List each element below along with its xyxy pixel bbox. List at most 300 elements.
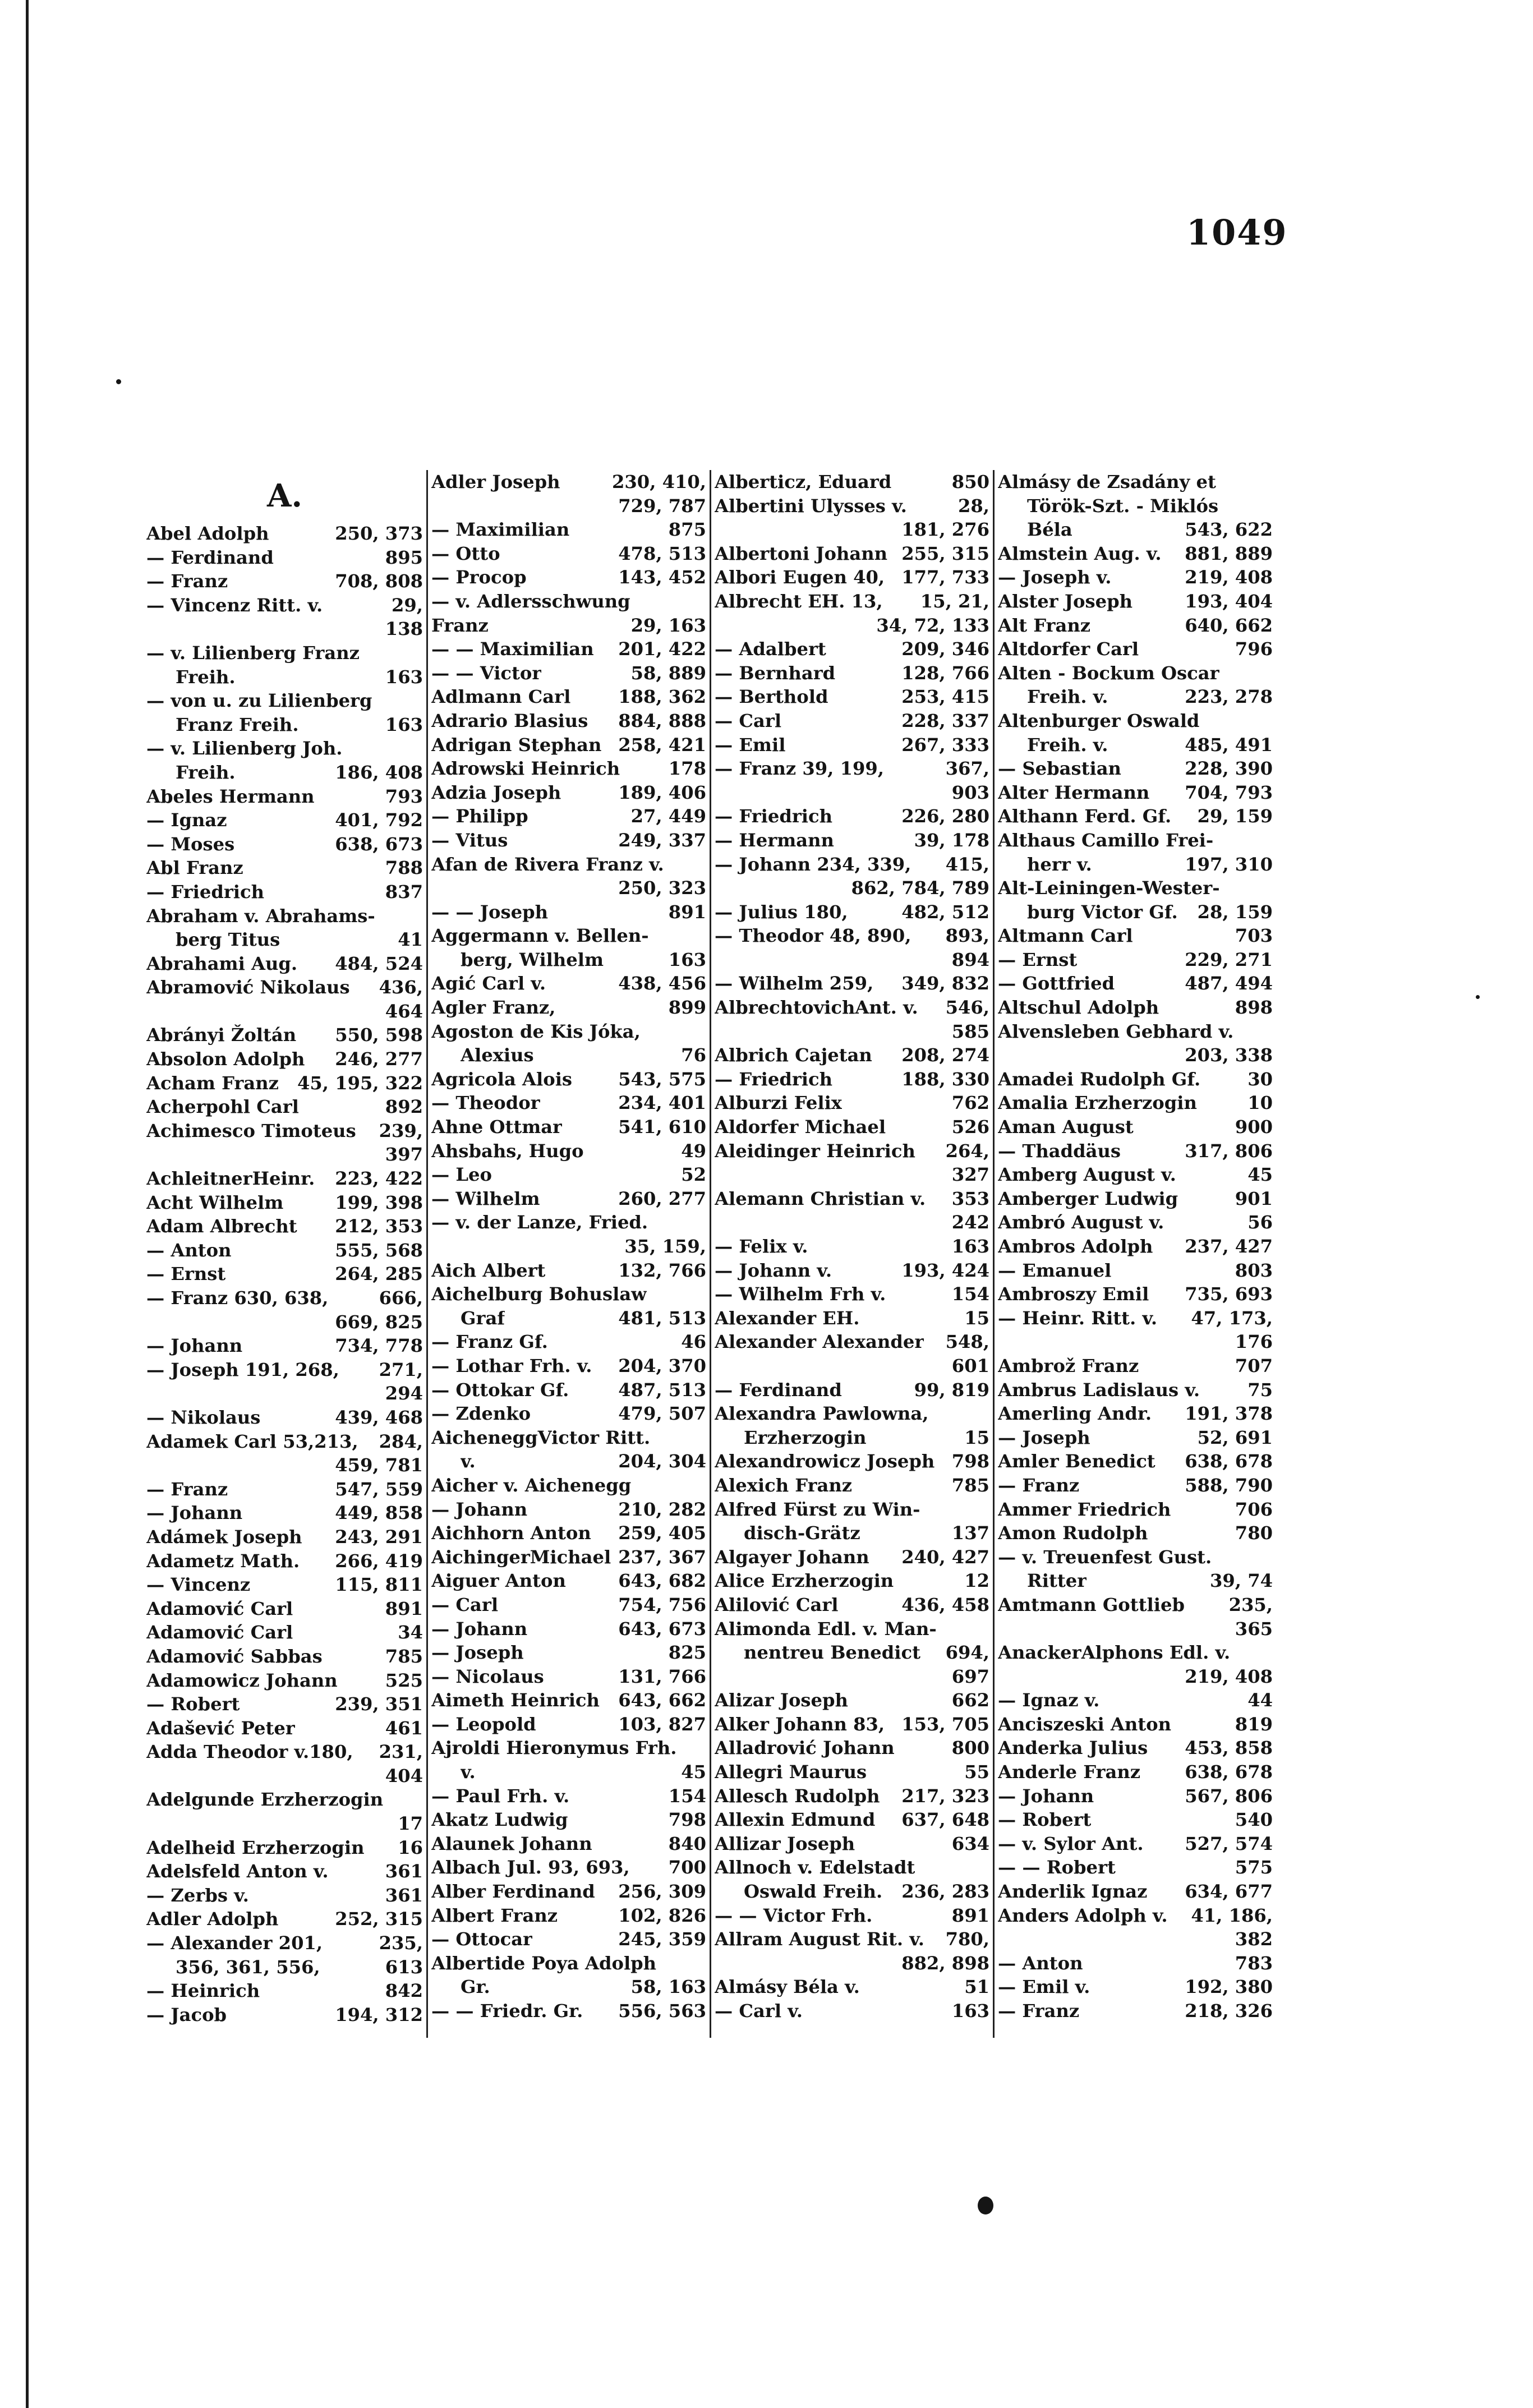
entry-name: Allnoch v. Edelstadt — [715, 1857, 915, 1878]
index-entry — [431, 972, 706, 996]
entry-pages: 637, 648 — [901, 1809, 989, 1831]
entry-pages: 201, 422 — [618, 638, 706, 660]
entry-pages — [703, 1736, 706, 1760]
index-entry — [431, 1163, 706, 1187]
entry-pages: 541, 610 — [618, 1116, 706, 1138]
entry-name: — Jacob — [146, 2004, 227, 2025]
entry-name: Ambrož Franz — [998, 1355, 1139, 1376]
entry-pages — [703, 590, 706, 614]
entry-name: Graf — [461, 1307, 505, 1329]
index-entry — [431, 1282, 706, 1306]
entry-name: Albrecht EH. 13, — [715, 590, 883, 612]
entry-name: — Nicolaus — [431, 1665, 544, 1687]
index-entry — [431, 1067, 706, 1092]
entry-name: Albori Eugen 40, — [715, 567, 885, 588]
index-entry — [146, 785, 423, 809]
index-entry — [715, 1569, 989, 1593]
entry-name: — — Robert — [998, 1857, 1116, 1878]
entry-pages: 793 — [385, 785, 423, 807]
index-entry — [998, 804, 1273, 828]
index-column-4 — [993, 470, 1276, 2038]
entry-name: — Carl v. — [715, 2000, 803, 2022]
entry-pages: 547, 559 — [335, 1478, 423, 1500]
entry-pages: 217, 323 — [901, 1785, 989, 1807]
entry-pages: 204, 370 — [618, 1355, 706, 1376]
entry-pages: 707 — [1235, 1355, 1273, 1376]
index-entry — [715, 1880, 989, 1904]
index-entry — [715, 590, 989, 614]
entry-pages: 204, 304 — [618, 1451, 706, 1472]
index-entry — [998, 1760, 1273, 1784]
entry-pages: 800 — [951, 1737, 989, 1759]
entry-pages: 884, 888 — [618, 710, 706, 731]
entry-name: — Vitus — [431, 829, 508, 851]
index-entry — [715, 1545, 989, 1569]
entry-name: Ammer Friedrich — [998, 1498, 1171, 1520]
index-entry — [146, 1262, 423, 1286]
index-entry — [998, 1306, 1273, 1330]
entry-name: Aichhorn Anton — [431, 1522, 591, 1544]
entry-name: — Procop — [431, 567, 527, 588]
index-entry — [431, 1498, 706, 1522]
entry-pages: 266, 419 — [335, 1550, 423, 1572]
entry-pages: 49 — [681, 1140, 706, 1162]
index-entry — [715, 1378, 989, 1402]
entry-name: — Franz — [998, 2000, 1080, 2022]
entry-name: — v. Adlersschwung — [431, 590, 630, 612]
entry-pages: 762 — [951, 1092, 989, 1114]
index-entry — [146, 1597, 423, 1621]
entry-pages — [1269, 876, 1273, 900]
index-entry — [715, 1927, 989, 1951]
index-entry — [431, 1904, 706, 1928]
entry-pages — [420, 689, 423, 713]
entry-pages: 16 — [398, 1836, 423, 1858]
index-entry — [146, 1167, 423, 1191]
index-entry — [431, 1808, 706, 1832]
entry-pages — [1269, 1641, 1273, 1665]
entry-pages: 163 — [385, 713, 423, 735]
entry-name: — Johann — [146, 1502, 243, 1524]
index-entry — [431, 1402, 706, 1426]
entry-pages: 223, 422 — [335, 1168, 423, 1190]
index-entry — [146, 1669, 423, 1693]
index-entry — [146, 1023, 423, 1047]
entry-name: Aich Albert — [431, 1259, 546, 1281]
entry-name: Alber Ferdinand — [431, 1881, 595, 1903]
entry-pages: 540 — [1235, 1809, 1273, 1831]
index-entry — [431, 900, 706, 924]
index-entry — [146, 1095, 423, 1119]
entry-name: Alburzi Felix — [715, 1092, 842, 1114]
entry-name: — Theodor 48, 890, — [715, 925, 911, 947]
entry-pages: 894 — [951, 949, 989, 970]
index-entry — [715, 996, 989, 1020]
index-entry — [715, 1402, 989, 1426]
entry-pages: 780, — [945, 1928, 989, 1950]
index-entry — [998, 1736, 1273, 1760]
entry-pages: 178 — [668, 758, 706, 780]
index-entry — [715, 733, 989, 757]
entry-pages: 706 — [1235, 1498, 1273, 1520]
index-entry — [431, 1951, 706, 1976]
entry-pages: 163 — [951, 1236, 989, 1257]
entry-name: Anciszeski Anton — [998, 1713, 1172, 1735]
index-entry — [431, 1856, 706, 1880]
index-entry — [431, 1832, 706, 1856]
index-entry — [146, 1931, 423, 1955]
index-entry — [715, 1426, 989, 1450]
index-entry — [998, 518, 1273, 542]
entry-name: Albert Franz — [431, 1904, 558, 1926]
index-entry — [998, 1020, 1273, 1044]
entry-name: — Leopold — [431, 1713, 536, 1735]
entry-name: Abramović Nikolaus — [146, 977, 350, 998]
entry-pages: 153, 705 — [901, 1713, 989, 1735]
entry-name: herr v. — [1027, 853, 1092, 875]
entry-pages: 485, 491 — [1185, 734, 1273, 756]
entry-name: Adamović Sabbas — [146, 1645, 323, 1667]
entry-name: — Ferdinand — [146, 546, 274, 568]
index-entry — [715, 1784, 989, 1808]
entry-name: Aicher v. Aichenegg — [431, 1474, 632, 1496]
index-entry — [431, 661, 706, 685]
entry-pages: 250, 323 — [618, 877, 706, 899]
entry-name: Allexin Edmund — [715, 1809, 876, 1831]
entry-pages: 735, 693 — [1185, 1283, 1273, 1305]
entry-name: Agoston de Kis Jóka, — [431, 1020, 641, 1042]
entry-pages: 41 — [398, 929, 423, 951]
entry-name: Allram August Rit. v. — [715, 1928, 924, 1950]
entry-pages — [1269, 661, 1273, 685]
entry-pages: 143, 452 — [618, 567, 706, 588]
entry-name: Adamowicz Johann — [146, 1669, 338, 1691]
entry-pages: 361 — [385, 1884, 423, 1906]
entry-name: AicheneggVictor Ritt. — [431, 1426, 651, 1448]
index-entry — [715, 1210, 989, 1235]
index-entry — [998, 1067, 1273, 1092]
entry-pages: 294 — [385, 1383, 423, 1405]
entry-pages: 382 — [1235, 1928, 1273, 1950]
entry-name: Anders Adolph v. — [998, 1904, 1168, 1926]
entry-pages: 898 — [1235, 997, 1273, 1019]
entry-pages: 193, 424 — [901, 1259, 989, 1281]
entry-name: Alt Franz — [998, 614, 1091, 636]
entry-pages: 29, 159 — [1197, 805, 1273, 827]
entry-name: Adrigan Stephan — [431, 734, 602, 756]
entry-name: Freih. v. — [1027, 686, 1108, 708]
entry-name: Ambrus Ladislaus v. — [998, 1379, 1200, 1401]
entry-pages: 840 — [668, 1833, 706, 1854]
entry-pages: 365 — [1235, 1618, 1273, 1640]
entry-pages: 697 — [951, 1665, 989, 1687]
entry-pages: 15 — [964, 1426, 989, 1448]
entry-name: Abrányi Žoltán — [146, 1024, 297, 1046]
entry-pages: 899 — [668, 997, 706, 1019]
index-entry — [998, 614, 1273, 638]
entry-pages — [703, 924, 706, 948]
entry-pages: 588, 790 — [1185, 1474, 1273, 1496]
entry-name: Aimeth Heinrich — [431, 1689, 600, 1711]
index-entry — [715, 542, 989, 566]
entry-name: disch-Grätz — [744, 1522, 860, 1544]
entry-name: Allizar Joseph — [715, 1833, 855, 1854]
entry-pages: 230, 410, — [612, 471, 706, 492]
entry-name: Ahne Ottmar — [431, 1116, 563, 1138]
index-entry — [998, 828, 1273, 853]
index-entry — [998, 1210, 1273, 1235]
entry-pages: 825 — [668, 1642, 706, 1664]
entry-name: — Joseph v. — [998, 567, 1112, 588]
entry-name: Altschul Adolph — [998, 997, 1159, 1019]
entry-pages: 550, 598 — [335, 1024, 423, 1046]
entry-pages: 638, 678 — [1185, 1451, 1273, 1472]
index-entry — [146, 593, 423, 618]
entry-pages: 52 — [681, 1164, 706, 1186]
index-entry — [146, 1191, 423, 1215]
entry-pages: 56 — [1247, 1212, 1273, 1233]
entry-name: Adametz Math. — [146, 1550, 300, 1572]
entry-pages — [703, 1426, 706, 1450]
index-entry — [715, 494, 989, 518]
name-index — [143, 470, 1276, 2038]
entry-pages: 45, 195, 322 — [297, 1072, 423, 1094]
index-entry — [146, 904, 423, 928]
entry-pages: 29, — [392, 594, 423, 616]
entry-pages: 271, — [379, 1359, 423, 1380]
entry-name: Achimesco Timoteus — [146, 1120, 356, 1141]
entry-name: — von u. zu Lilienberg — [146, 690, 372, 712]
index-entry — [146, 1549, 423, 1573]
entry-pages — [703, 1282, 706, 1306]
index-entry — [998, 1449, 1273, 1474]
entry-pages: 643, 682 — [618, 1570, 706, 1592]
entry-pages: 102, 826 — [618, 1904, 706, 1926]
entry-name: Alemann Christian v. — [715, 1187, 926, 1209]
entry-pages: 212, 353 — [335, 1215, 423, 1237]
entry-name: Althaus Camillo Frei- — [998, 829, 1214, 851]
index-entry — [431, 1545, 706, 1569]
index-entry — [431, 853, 706, 877]
index-entry — [431, 1975, 706, 1999]
entry-name: Alexandrowicz Joseph — [715, 1451, 935, 1472]
entry-pages: 255, 315 — [901, 542, 989, 564]
index-entry — [431, 804, 706, 828]
entry-pages: 837 — [385, 881, 423, 903]
entry-pages: 210, 282 — [618, 1498, 706, 1520]
index-entry — [146, 1955, 423, 1979]
index-entry — [715, 685, 989, 709]
entry-pages: 601 — [951, 1355, 989, 1376]
entry-pages: 239, 351 — [335, 1693, 423, 1715]
entry-pages: 575 — [1235, 1857, 1273, 1878]
entry-name: — Johann — [431, 1618, 528, 1640]
index-entry — [998, 1115, 1273, 1139]
index-entry — [998, 637, 1273, 661]
index-entry — [146, 1573, 423, 1597]
entry-pages: 548, — [945, 1331, 989, 1353]
entry-name: — Ignaz — [146, 809, 227, 831]
index-entry — [715, 1139, 989, 1163]
index-entry — [431, 709, 706, 733]
index-entry — [431, 876, 706, 900]
entry-name: Alladrović Johann — [715, 1737, 895, 1759]
entry-pages: 875 — [668, 519, 706, 541]
entry-name: Anderle Franz — [998, 1761, 1141, 1783]
entry-name: — Sebastian — [998, 758, 1121, 780]
entry-name: Amalia Erzherzogin — [998, 1092, 1197, 1114]
entry-name: Acham Franz — [146, 1072, 279, 1094]
entry-pages: 188, 330 — [901, 1068, 989, 1090]
index-entry — [998, 1975, 1273, 1999]
index-entry — [715, 1235, 989, 1259]
entry-pages: 439, 468 — [335, 1406, 423, 1428]
entry-pages: 235, — [379, 1932, 423, 1954]
entry-pages: 226, 280 — [901, 805, 989, 827]
entry-pages: 404 — [385, 1765, 423, 1787]
index-entry — [431, 1091, 706, 1115]
entry-pages: 192, 380 — [1185, 1976, 1273, 1998]
index-entry — [998, 1474, 1273, 1498]
entry-name: Ambró August v. — [998, 1212, 1164, 1233]
entry-pages: 788 — [385, 857, 423, 879]
entry-name: Adašević Peter — [146, 1717, 295, 1739]
index-entry — [998, 1091, 1273, 1115]
entry-name: — — Victor Frh. — [715, 1904, 873, 1926]
entry-pages: 30 — [1247, 1068, 1273, 1090]
entry-name: Franz Freih. — [176, 713, 299, 735]
entry-pages: 41, 186, — [1191, 1904, 1273, 1926]
entry-pages — [986, 1856, 989, 1880]
entry-name: Acht Wilhelm — [146, 1191, 284, 1213]
entry-pages: 228, 337 — [901, 710, 989, 731]
index-entry — [431, 1665, 706, 1689]
entry-name: Almásy de Zsadány et — [998, 471, 1216, 492]
entry-name: — Johann v. — [715, 1259, 832, 1281]
entry-pages: 892 — [385, 1096, 423, 1118]
index-entry — [431, 1378, 706, 1402]
index-entry — [431, 518, 706, 542]
entry-name: — v. der Lanze, Fried. — [431, 1212, 648, 1233]
entry-name: Allegri Maurus — [715, 1761, 867, 1783]
entry-name: Erzherzogin — [744, 1426, 867, 1448]
entry-name: Ritter — [1027, 1570, 1087, 1592]
entry-name: — Wilhelm Frh v. — [715, 1283, 886, 1305]
entry-pages: 75 — [1247, 1379, 1273, 1401]
entry-name: Altmann Carl — [998, 925, 1133, 947]
entry-pages — [420, 904, 423, 928]
entry-pages: 862, 784, 789 — [851, 877, 989, 899]
entry-name: Althann Ferd. Gf. — [998, 805, 1172, 827]
index-entry — [998, 1354, 1273, 1378]
entry-pages: 734, 778 — [335, 1335, 423, 1357]
entry-pages: 700 — [668, 1857, 706, 1878]
entry-pages: 634, 677 — [1185, 1881, 1273, 1903]
index-entry — [715, 1498, 989, 1522]
entry-pages — [986, 1402, 989, 1426]
entry-name: Anderlik Ignaz — [998, 1881, 1148, 1903]
index-entry — [715, 1593, 989, 1617]
entry-pages — [986, 1617, 989, 1641]
entry-pages: 199, 398 — [335, 1191, 423, 1213]
index-entry — [146, 1716, 423, 1741]
entry-name: — Friedrich — [715, 1068, 833, 1090]
index-entry — [146, 1525, 423, 1549]
entry-pages: 246, 277 — [335, 1048, 423, 1070]
entry-name: Adelheid Erzherzogin — [146, 1836, 365, 1858]
entry-pages: 223, 278 — [1185, 686, 1273, 708]
index-entry — [998, 1043, 1273, 1067]
entry-name: Adler Joseph — [431, 471, 560, 492]
index-entry — [715, 1354, 989, 1378]
entry-name: — Alexander 201, — [146, 1932, 323, 1954]
index-entry — [715, 1641, 989, 1665]
entry-name: Alice Erzherzogin — [715, 1570, 894, 1592]
entry-pages: 197, 310 — [1185, 853, 1273, 875]
index-entry — [998, 1784, 1273, 1808]
entry-name: Ajroldi Hieronymus Frh. — [431, 1737, 677, 1759]
index-entry — [146, 546, 423, 570]
index-entry — [715, 518, 989, 542]
index-entry — [146, 665, 423, 689]
entry-pages: 45 — [1247, 1164, 1273, 1186]
index-entry — [431, 733, 706, 757]
index-entry — [998, 876, 1273, 900]
entry-pages — [1269, 494, 1273, 518]
entry-name: Adler Adolph — [146, 1908, 279, 1930]
index-entry — [715, 900, 989, 924]
entry-name: — Ernst — [146, 1263, 226, 1285]
entry-name: — Emil v. — [998, 1976, 1090, 1998]
entry-pages: 567, 806 — [1185, 1785, 1273, 1807]
entry-pages: 900 — [1235, 1116, 1273, 1138]
entry-pages: 643, 662 — [618, 1689, 706, 1711]
index-entry — [998, 1187, 1273, 1211]
entry-name: — Anton — [998, 1952, 1083, 1974]
index-entry — [715, 876, 989, 900]
index-entry — [146, 689, 423, 713]
entry-name: — Philipp — [431, 805, 528, 827]
index-entry — [431, 1115, 706, 1139]
entry-pages: 891 — [668, 901, 706, 923]
index-entry — [146, 1764, 423, 1788]
index-entry — [146, 1286, 423, 1310]
speck-top-left — [116, 379, 121, 384]
index-entry — [146, 1859, 423, 1884]
entry-pages: 249, 337 — [618, 829, 706, 851]
index-entry — [715, 1187, 989, 1211]
entry-pages: 253, 415 — [901, 686, 989, 708]
entry-pages: 163 — [668, 949, 706, 970]
entry-name: Alker Johann 83, — [715, 1713, 885, 1735]
entry-name: — Hermann — [715, 829, 834, 851]
index-column-3 — [710, 470, 993, 2038]
entry-name: Gr. — [461, 1976, 490, 1998]
entry-pages: 51 — [964, 1976, 989, 1998]
entry-pages: 484, 524 — [335, 952, 423, 974]
entry-pages: 35, 159, — [624, 1236, 706, 1257]
index-entry — [998, 972, 1273, 996]
index-entry — [715, 1736, 989, 1760]
index-entry — [431, 1187, 706, 1211]
entry-name: — Theodor — [431, 1092, 540, 1114]
entry-pages: 52, 691 — [1197, 1426, 1273, 1448]
entry-name: Adlmann Carl — [431, 686, 571, 708]
index-entry — [715, 1067, 989, 1092]
index-entry — [146, 641, 423, 665]
index-entry — [715, 1808, 989, 1832]
entry-name: — Gottfried — [998, 973, 1115, 994]
